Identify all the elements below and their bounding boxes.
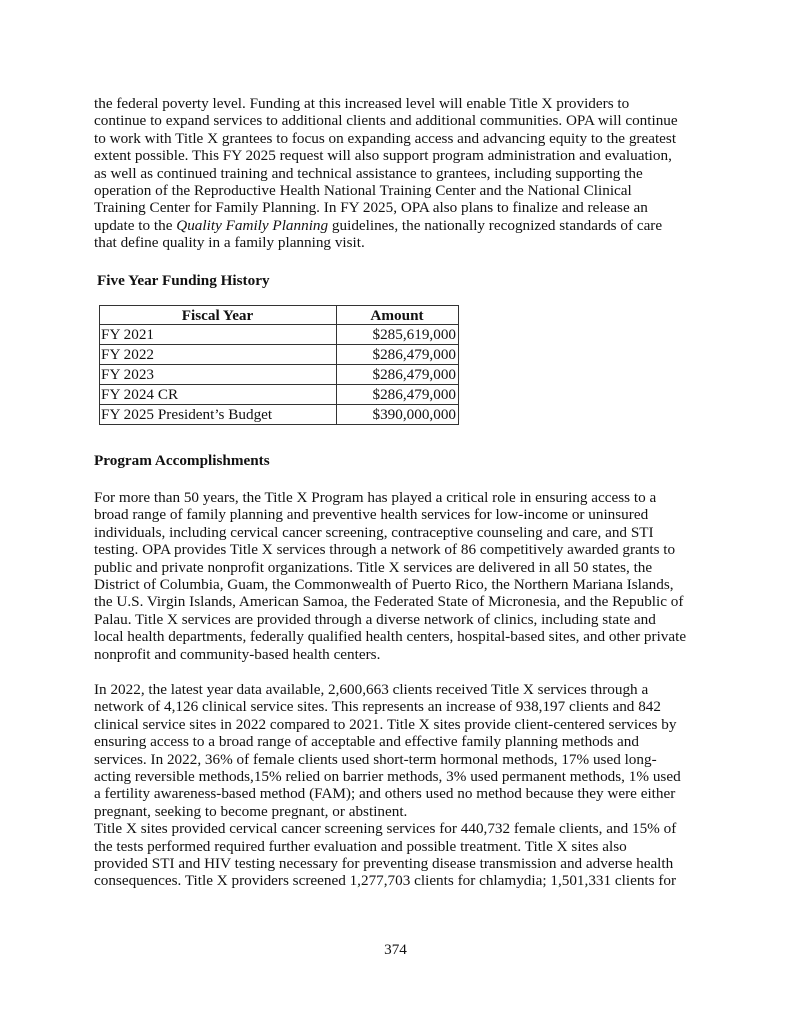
fiscal-year-cell: FY 2025 President’s Budget: [100, 405, 337, 425]
paragraph-line: Palau. Title X services are provided through a diverse network of clinics, including state and: [94, 610, 656, 628]
table-row: [100, 345, 459, 365]
paragraph-line: In 2022, the latest year data available, 2,600,663 clients received Title X services through a: [94, 681, 649, 698]
paragraph-line: public and private nonprofit organizations. Title X services are delivered in all 50 states, the: [94, 558, 653, 576]
paragraph-line: For more than 50 years, the Title X Program has played a critical role in ensuring access to a: [94, 489, 657, 506]
paragraph-line: consequences. Title X providers screened 1,277,703 clients for chlamydia; 1,501,331 clients for: [94, 872, 677, 890]
intro-line: the federal poverty level. Funding at this increased level will enable Title X providers to: [94, 95, 630, 112]
paragraph-line: individuals, including cervical cancer screening, contraceptive counseling and care, and STI: [94, 523, 654, 541]
paragraph-line: pregnant, seeking to become pregnant, or abstinent.: [94, 802, 408, 820]
paragraph-line: network of 4,126 clinical service sites. This represents an increase of 938,197 clients and 842: [94, 698, 661, 716]
paragraph-line: services. In 2022, 36% of female clients used short-term hormonal methods, 17% used long-: [94, 750, 657, 768]
paragraph-line: the U.S. Virgin Islands, American Samoa, the Federated State of Micronesia, and the Republic of: [94, 593, 684, 611]
table-row: [100, 385, 459, 405]
paragraph-line: local health departments, federally qualified health centers, hospital-based sites, and other private: [94, 628, 687, 646]
intro-line: continue to expand services to additional clients and additional communities. OPA will continue: [94, 112, 678, 130]
funding-history-heading: Five Year Funding History: [97, 272, 270, 289]
paragraph-line: nonprofit and community-based health centers.: [94, 645, 381, 663]
amount-cell: $390,000,000: [337, 405, 459, 425]
accomplishments-paragraph-2: [94, 681, 714, 890]
intro-line: to work with Title X grantees to focus on expanding access and advancing equity to the greatest: [94, 129, 677, 147]
paragraph-line: a fertility awareness-based method (FAM); and others used no method because they were either: [94, 785, 676, 803]
table-header-row: [100, 306, 459, 325]
paragraph-line: broad range of family planning and preventive health services for low-income or uninsured: [94, 506, 649, 524]
intro-line: as well as continued training and technical assistance to grantees, including supporting the: [94, 164, 643, 182]
column-header-fiscal-year: Fiscal Year: [100, 306, 337, 325]
fiscal-year-cell: FY 2024 CR: [100, 385, 337, 405]
column-header-amount: Amount: [337, 306, 459, 325]
intro-paragraph: [94, 95, 714, 252]
intro-line-suffix: guidelines, the nationally recognized standards of care: [328, 216, 663, 234]
funding-history-table: [99, 305, 459, 425]
paragraph-line: clinical service sites in 2022 compared to 2021. Title X sites provide client-centered services by: [94, 715, 677, 733]
intro-line: extent possible. This FY 2025 request will also support program administration and evaluation,: [94, 147, 672, 165]
paragraph-line: ensuring access to a broad range of acceptable and effective family planning methods and: [94, 733, 639, 751]
intro-line: operation of the Reproductive Health National Training Center and the National Clinical: [94, 182, 632, 200]
table-row: [100, 325, 459, 345]
paragraph-line: provided STI and HIV testing necessary for preventing disease transmission and adverse health: [94, 855, 674, 873]
page-number: 374: [384, 941, 407, 958]
accomplishments-paragraph-1: [94, 489, 714, 663]
paragraph-line: acting reversible methods,15% relied on barrier methods, 3% used permanent methods, 1% used: [94, 768, 681, 786]
paragraph-line: testing. OPA provides Title X services through a network of 86 competitively awarded grants to: [94, 541, 676, 559]
fiscal-year-cell: FY 2022: [100, 345, 337, 365]
program-accomplishments-heading: Program Accomplishments: [94, 452, 270, 469]
amount-cell: $285,619,000: [337, 325, 459, 345]
fiscal-year-cell: FY 2023: [100, 365, 337, 385]
amount-cell: $286,479,000: [337, 365, 459, 385]
intro-line-prefix: update to the: [94, 216, 177, 234]
intro-line: Training Center for Family Planning. In FY 2025, OPA also plans to finalize and release an: [94, 199, 648, 217]
intro-line: that define quality in a family planning visit.: [94, 234, 365, 252]
intro-line: [94, 217, 714, 234]
table-row: [100, 405, 459, 425]
guideline-title: Quality Family Planning: [176, 216, 329, 234]
paragraph-line: Title X sites provided cervical cancer screening services for 440,732 female clients, and 15% of: [94, 820, 677, 838]
paragraph-line: District of Columbia, Guam, the Commonwealth of Puerto Rico, the Northern Mariana Islands,: [94, 576, 674, 594]
amount-cell: $286,479,000: [337, 345, 459, 365]
amount-cell: $286,479,000: [337, 385, 459, 405]
fiscal-year-cell: FY 2021: [100, 325, 337, 345]
paragraph-line: the tests performed required further evaluation and possible treatment. Title X sites also: [94, 837, 627, 855]
table-row: [100, 365, 459, 385]
